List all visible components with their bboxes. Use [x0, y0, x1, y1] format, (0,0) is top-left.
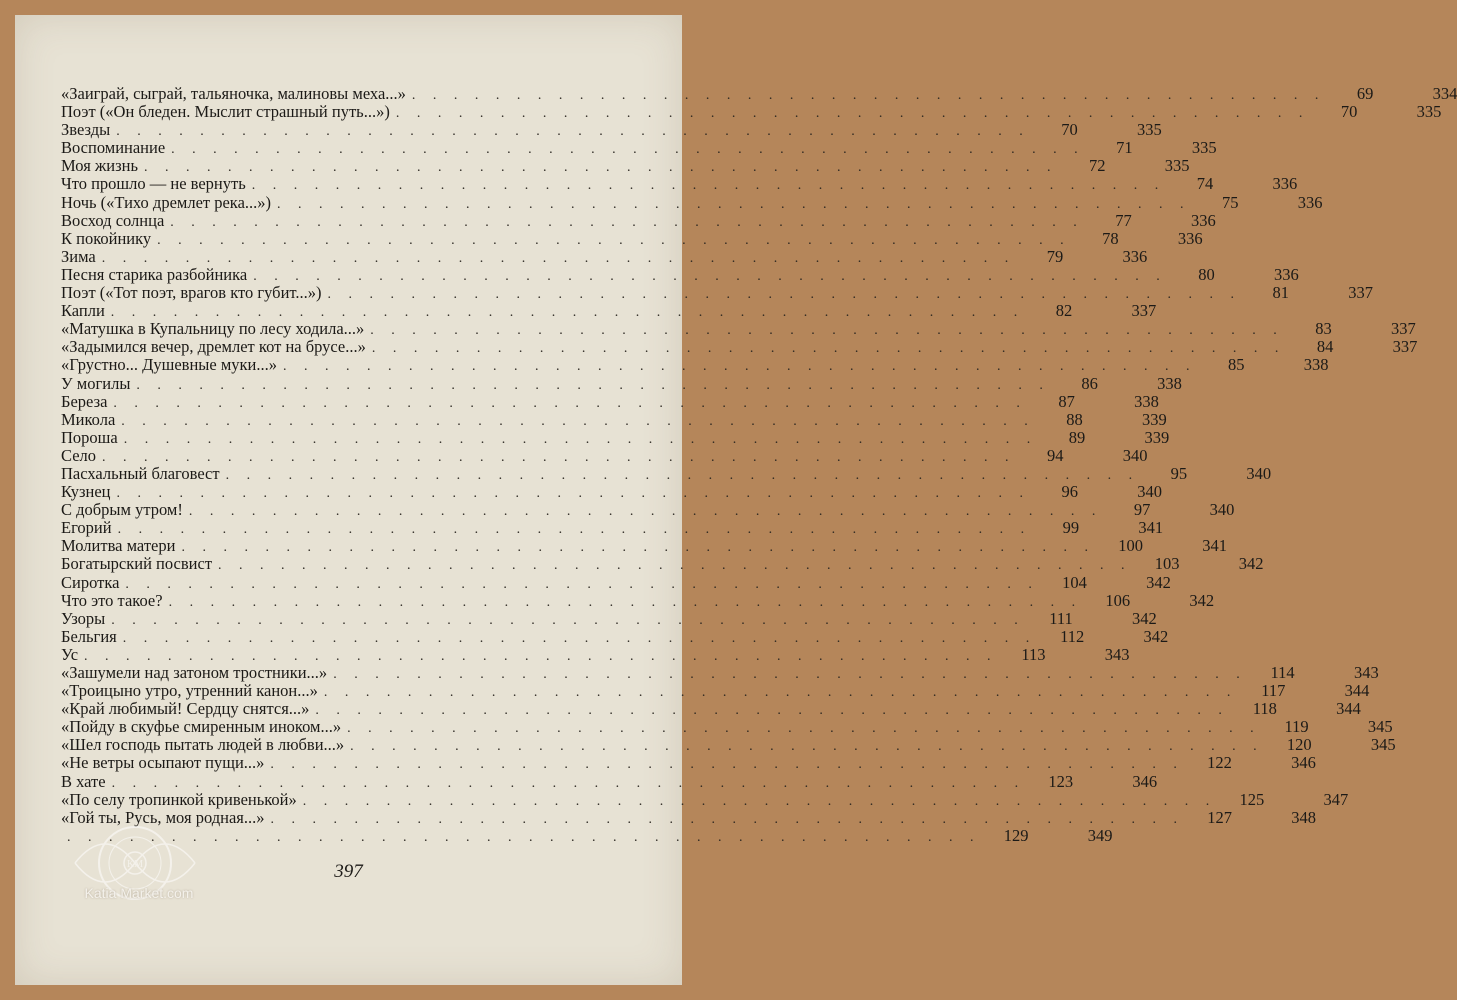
toc-page-notes: 337 [1391, 319, 1416, 339]
dot-leader: . . . . . . . . . . . . . . . . . . . . . . . . . . . . . . . . . . . . . . . . . . . . [395, 106, 1310, 122]
dot-leader: . . . . . . . . . . . . . . . . . . . . . . . . . . . . . . . . . . . . . . . . . . . . [116, 124, 1030, 140]
dot-leader: . . . . . . . . . . . . . . . . . . . . . . . . . . . . . . . . . . . . . . . . . . . . [170, 214, 1084, 230]
toc-title: В хате [61, 771, 106, 791]
toc-title: «Заиграй, сыграй, тальяночка, малиновы меха...» [61, 84, 406, 103]
toc-page-notes: 335 [1416, 102, 1442, 122]
toc-page-notes: 338 [1303, 355, 1329, 375]
toc-page-text: 106 [1105, 590, 1131, 610]
toc-row [61, 283, 1373, 303]
toc-page-text: 113 [1021, 644, 1046, 664]
dot-leader: . . . . . . . . . . . . . . . . . . . . . . . . . . . . . . . . . . . . . . . . . . . . [218, 558, 1132, 574]
toc-page-notes: 342 [1238, 554, 1264, 574]
toc-row [61, 681, 1370, 701]
dot-leader: . . . . . . . . . . . . . . . . . . . . . . . . . . . . . . . . . . . . . . . . . . . . [333, 667, 1247, 682]
toc-page-notes: 340 [1137, 482, 1163, 502]
toc-page-text: 120 [1286, 735, 1312, 755]
toc-row [61, 590, 1215, 610]
toc-title: Ус [61, 644, 79, 664]
toc-title: «Задымился вечер, дремлет кот на брусе...» [61, 337, 366, 357]
toc-page-notes: 344 [1336, 699, 1361, 719]
toc-title: Богатырский посвист [61, 554, 213, 574]
toc-row [61, 536, 1227, 556]
toc-row [61, 753, 1316, 773]
toc-title: «Матушка в Купальницу по лесу ходила...» [61, 319, 365, 339]
dot-leader: . . . . . . . . . . . . . . . . . . . . . . . . . . . . . . . . . . . . . . . . . . . . [125, 576, 1039, 592]
toc-page-text: 99 [1062, 518, 1080, 538]
toc-row [61, 355, 1329, 375]
toc-row [61, 319, 1416, 339]
toc-row [61, 84, 1457, 103]
toc-title: Ночь («Тихо дремлет река...») [61, 192, 272, 212]
toc-page-text: 96 [1061, 482, 1079, 502]
toc-page-text: 95 [1170, 463, 1188, 483]
toc-page-text: 127 [1207, 807, 1232, 827]
dot-leader: . . . . . . . . . . . . . . . . . . . . . . . . . . . . . . . . . . . . . . . . . . . . [123, 431, 1038, 447]
toc-title: Песня старика разбойника [61, 264, 248, 284]
toc-page-text: 122 [1207, 753, 1232, 773]
toc-page-text: 70 [1061, 120, 1078, 140]
toc-page-text: 97 [1133, 500, 1151, 520]
toc-page-text: 119 [1284, 717, 1309, 737]
toc-title: Восход солнца [61, 210, 165, 230]
dot-leader: . . . . . . . . . . . . . . . . . . . . . . . . . . . . . . . . . . . . . . . . . . . . [323, 685, 1238, 701]
toc-page-text: 83 [1315, 319, 1332, 339]
toc-page-text: 82 [1055, 301, 1073, 321]
toc-page-notes: 341 [1138, 518, 1164, 538]
toc-page-text: 77 [1115, 210, 1132, 230]
toc-title: Кузнец [61, 482, 111, 502]
toc-page-text: 112 [1060, 626, 1085, 646]
dot-leader: . . . . . . . . . . . . . . . . . . . . . . . . . . . . . . . . . . . . . . . . . . . . [111, 775, 1026, 791]
dot-leader: . . . . . . . . . . . . . . . . . . . . . . . . . . . . . . . . . . . . . . . . . . . . [101, 250, 1016, 266]
toc-title: «Троицыно утро, утренний канон...» [61, 681, 318, 701]
dot-leader: . . . . . . . . . . . . . . . . . . . . . . . . . . . . . . . . . . . . . . . . . . . . [251, 178, 1166, 194]
toc-title: Что прошло — не вернуть [61, 174, 246, 194]
toc-page-text: 129 [1003, 825, 1029, 845]
toc-row [61, 735, 1396, 755]
toc-row [61, 771, 1158, 791]
toc-row [61, 192, 1323, 212]
toc-row [61, 120, 1162, 140]
dot-leader: . . . . . . . . . . . . . . . . . . . . . . . . . . . . . . . . . . . . . . . . . . . . [371, 341, 1286, 357]
dot-leader: . . . . . . . . . . . . . . . . . . . . . . . . . . . . . . . . . . . . . . . . . . . . [270, 757, 1184, 773]
toc-page-notes: 336 [1177, 228, 1203, 248]
toc-page-text: 114 [1270, 663, 1295, 682]
toc-title: Село [61, 445, 97, 465]
toc-row [61, 210, 1216, 230]
toc-page-text: 89 [1068, 427, 1086, 447]
dot-leader: . . . . . . . . . . . . . . . . . . . . . . . . . . . . . . . . . . . . . . . . . . . . [302, 793, 1217, 809]
toc-title: Егорий [61, 518, 112, 538]
toc-page-notes: 336 [1273, 264, 1299, 284]
dot-leader: . . . . . . . . . . . . . . . . . . . . . . . . . . . . . . . . . . . . . . . . . . . . [350, 739, 1264, 755]
toc-page-notes: 343 [1104, 644, 1130, 664]
toc-page-notes: 336 [1297, 192, 1323, 212]
toc-page-text: 111 [1049, 608, 1073, 628]
toc-page-notes: 339 [1142, 409, 1167, 429]
toc-row [61, 626, 1169, 646]
toc-row [61, 663, 1379, 682]
toc-row [61, 463, 1272, 483]
toc-title: Береза [61, 391, 108, 411]
toc-page-text: 81 [1272, 283, 1289, 303]
toc-page-text: 103 [1154, 554, 1180, 574]
toc-title: «Не ветры осыпают пущи...» [61, 753, 265, 773]
toc-row [61, 717, 1393, 737]
toc-title: Воспоминание [61, 138, 166, 158]
toc-title: «По селу тропинкой кривенькой» [61, 789, 297, 809]
toc-title: С добрым утром! [61, 500, 183, 520]
dot-leader: . . . . . . . . . . . . . . . . . . . . . . . . . . . . . . . . . . . . . . . . . . . . [188, 504, 1103, 520]
toc-page-notes: 347 [1323, 789, 1349, 809]
toc-page-text: 70 [1340, 102, 1358, 122]
toc-row [61, 500, 1235, 520]
toc-page-notes: 339 [1144, 427, 1170, 447]
toc-page-notes: 348 [1291, 807, 1316, 827]
dot-leader: . . . . . . . . . . . . . . . . . . . . . . . . . . . . . . . . . . . . . . . . . . . . [277, 196, 1191, 212]
toc-row [61, 373, 1182, 393]
toc-page-text: 71 [1116, 138, 1133, 158]
toc-title: Узоры [61, 608, 106, 628]
toc-row [61, 644, 1130, 664]
toc-title: «Шел господь пытать людей в любви...» [61, 735, 345, 755]
dot-leader: . . . . . . . . . . . . . . . . . . . . . . . . . . . . . . . . . . . . . . . . . . . . [171, 142, 1085, 158]
toc-row [61, 572, 1171, 592]
toc-row [61, 427, 1170, 447]
toc-page-notes: 336 [1122, 246, 1148, 266]
toc-page-text: 104 [1062, 572, 1087, 592]
toc-page-notes: 340 [1246, 463, 1272, 483]
toc-page-notes: 336 [1272, 174, 1298, 194]
watermark-logo [55, 815, 215, 925]
dot-leader: . . . . . . . . . . . . . . . . . . . . . . . . . . . . . . . . . . . . . . . . . . . . [111, 612, 1025, 628]
toc-title: «Пойду в скуфье смиренным иноком...» [61, 717, 342, 737]
toc-row [61, 608, 1157, 628]
toc-title: Звезды [61, 120, 111, 140]
toc-row [61, 409, 1167, 429]
toc-page-text: 79 [1046, 246, 1064, 266]
toc-row [61, 228, 1203, 248]
dot-leader: . . . . . . . . . . . . . . . . . . . . . . . . . . . . . . . . . . . . . . . . . . . . [116, 486, 1031, 502]
toc-row [61, 174, 1298, 194]
toc-page-text: 74 [1196, 174, 1214, 194]
dot-leader: . . . . . . . . . . . . . . . . . . . . . . . . . . . . . . . . . . . . . . . . . . . . [270, 811, 1184, 827]
dot-leader: . . . . . . . . . . . . . . . . . . . . . . . . . . . . . . . . . . . . . . . . . . . . [327, 287, 1241, 303]
dot-leader: . . . . . . . . . . . . . . . . . . . . . . . . . . . . . . . . . . . . . . . . . . . . [225, 467, 1140, 483]
toc-page-text: 88 [1066, 409, 1083, 429]
dot-leader: . . . . . . . . . . . . . . . . . . . . . . . . . . . . . . . . . . . . . . . . . . . . [113, 395, 1027, 411]
toc-page-text: 75 [1222, 192, 1239, 212]
toc-row [61, 246, 1148, 266]
toc-page-notes: 342 [1189, 590, 1215, 610]
toc-page-notes: 345 [1370, 735, 1396, 755]
toc-page-text: 118 [1252, 699, 1277, 719]
toc-page-notes: 342 [1146, 572, 1171, 592]
toc-page-text: 85 [1228, 355, 1245, 375]
toc-page-notes: 346 [1132, 771, 1158, 791]
dot-leader: . . . . . . . . . . . . . . . . . . . . . . . . . . . . . . . . . . . . . . . . . . . . [315, 703, 1229, 719]
toc-page-text: 72 [1089, 156, 1106, 176]
toc-row [61, 518, 1164, 538]
toc-title: Поэт («Тот поэт, врагов кто губит...») [61, 283, 322, 303]
dot-leader: . . . . . . . . . . . . . . . . . . . . . . . . . . . . . . . . . . . . . . . . . . . . [84, 648, 998, 664]
dot-leader: . . . . . . . . . . . . . . . . . . . . . . . . . . . . . . . . . . . . . . . . . . . . [253, 268, 1167, 284]
toc-page-notes: 335 [1164, 156, 1190, 176]
toc-title: Молитва матери [61, 536, 176, 556]
toc-page-text: 123 [1048, 771, 1074, 791]
toc-title: Пороша [61, 427, 118, 447]
toc-title: «Гой ты, Русь, моя родная...» [61, 807, 265, 827]
dot-leader: . . . . . . . . . . . . . . . . . . . . . . . . . . . . . . . . . . . . . . . . . . . . [122, 630, 1037, 646]
toc-title: Микола [61, 409, 116, 429]
toc-page-text: 86 [1081, 373, 1098, 393]
dot-leader: . . . . . . . . . . . . . . . . . . . . . . . . . . . . . . . . . . . . . . . . . . . . [157, 232, 1071, 248]
toc-row [61, 391, 1159, 411]
toc-page-text: 80 [1198, 264, 1215, 284]
toc-title: Сиротка [61, 572, 120, 592]
dot-leader: . . . . . . . . . . . . . . . . . . . . . . . . . . . . . . . . . . . . . . . . . . . . [102, 449, 1016, 465]
toc-title: К покойнику [61, 228, 152, 248]
toc-title: Поэт («Он бледен. Мыслит страшный путь...») [61, 102, 390, 122]
toc-page-notes: 335 [1136, 120, 1162, 140]
toc-page-notes: 346 [1291, 753, 1316, 773]
dot-leader: . . . . . . . . . . . . . . . . . . . . . . . . . . . . . . . . . . . . . . . . . . . . [411, 88, 1326, 103]
toc-page-text: 125 [1239, 789, 1265, 809]
toc-page-text: 117 [1261, 681, 1286, 701]
dot-leader: . . . . . . . . . . . . . . . . . . . . . . . . . . . . . . . . . . . . . . . . . . . . [283, 359, 1197, 375]
toc-page-notes: 337 [1131, 301, 1157, 321]
dot-leader: . . . . . . . . . . . . . . . . . . . . . . . . . . . . . . . . . . . . . . . . . . . . [144, 160, 1058, 176]
toc-title: Зима [61, 246, 96, 266]
dot-leader: . . . . . . . . . . . . . . . . . . . . . . . . . . . . . . . . . . . . . . . . . . . . [117, 522, 1032, 538]
toc-page-text: 69 [1356, 84, 1374, 103]
toc-page-notes: 342 [1143, 626, 1169, 646]
dot-leader: . . . . . . . . . . . . . . . . . . . . . . . . . . . . . . . . . . . . . . . . . . . . [67, 829, 981, 845]
toc-row [61, 789, 1349, 809]
toc-row [61, 102, 1442, 122]
toc-page-notes: 336 [1191, 210, 1216, 230]
toc-title: У могилы [61, 373, 131, 393]
toc-row [61, 264, 1299, 284]
toc-page-notes: 340 [1122, 445, 1148, 465]
dot-leader: . . . . . . . . . . . . . . . . . . . . . . . . . . . . . . . . . . . . . . . . . . . . [370, 323, 1284, 339]
toc-row [61, 445, 1148, 465]
dot-leader: . . . . . . . . . . . . . . . . . . . . . . . . . . . . . . . . . . . . . . . . . . . . [168, 594, 1083, 610]
toc-title: Пасхальный благовест [61, 463, 220, 483]
toc-row [61, 337, 1418, 357]
dot-leader: . . . . . . . . . . . . . . . . . . . . . . . . . . . . . . . . . . . . . . . . . . . . [347, 721, 1261, 737]
toc-title: Что это такое? [61, 590, 163, 610]
toc-page-notes: 335 [1191, 138, 1217, 158]
toc-row [61, 156, 1190, 176]
toc-page-text: 94 [1047, 445, 1064, 465]
toc-row [61, 699, 1361, 719]
toc-title: «Зашумели над затоном тростники...» [61, 663, 328, 682]
dot-leader: . . . . . . . . . . . . . . . . . . . . . . . . . . . . . . . . . . . . . . . . . . . . [181, 540, 1095, 556]
toc-page-notes: 338 [1157, 373, 1182, 393]
table-of-contents [61, 84, 1457, 845]
dot-leader: . . . . . . . . . . . . . . . . . . . . . . . . . . . . . . . . . . . . . . . . . . . . [136, 377, 1050, 393]
toc-page-notes: 334 [1432, 84, 1457, 103]
page-number: 397 [334, 861, 363, 882]
toc-page-text: 87 [1058, 391, 1075, 411]
watermark-monogram: KM [126, 859, 144, 870]
toc-page-notes: 342 [1132, 608, 1157, 628]
toc-title: Бельгия [61, 626, 117, 646]
toc-row [61, 301, 1157, 321]
toc-row [61, 138, 1217, 158]
toc-page-notes: 349 [1087, 825, 1113, 845]
toc-row [61, 554, 1264, 574]
toc-page-notes: 340 [1209, 500, 1235, 520]
dot-leader: . . . . . . . . . . . . . . . . . . . . . . . . . . . . . . . . . . . . . . . . . . . . [110, 305, 1025, 321]
toc-title: «Грустно... Душевные муки...» [61, 355, 277, 375]
book-page [15, 15, 1457, 985]
toc-page-text: 78 [1102, 228, 1119, 248]
toc-title: Капли [61, 301, 105, 321]
toc-title: «Край любимый! Сердцу снятся...» [61, 699, 310, 719]
toc-page-notes: 343 [1353, 663, 1379, 682]
toc-page-notes: 337 [1348, 283, 1373, 303]
toc-page-notes: 338 [1134, 391, 1159, 411]
toc-row [61, 482, 1163, 502]
ornament-icon [55, 815, 215, 925]
toc-page-notes: 341 [1202, 536, 1227, 556]
watermark-brand: Katia Market.com [84, 885, 194, 901]
toc-page-text: 84 [1316, 337, 1334, 357]
toc-page-notes: 344 [1344, 681, 1370, 701]
dot-leader: . . . . . . . . . . . . . . . . . . . . . . . . . . . . . . . . . . . . . . . . . . . . [121, 413, 1035, 429]
toc-page-text: 100 [1118, 536, 1143, 556]
toc-page-notes: 345 [1367, 717, 1393, 737]
toc-title: Моя жизнь [61, 156, 139, 176]
toc-page-notes: 337 [1392, 337, 1418, 357]
